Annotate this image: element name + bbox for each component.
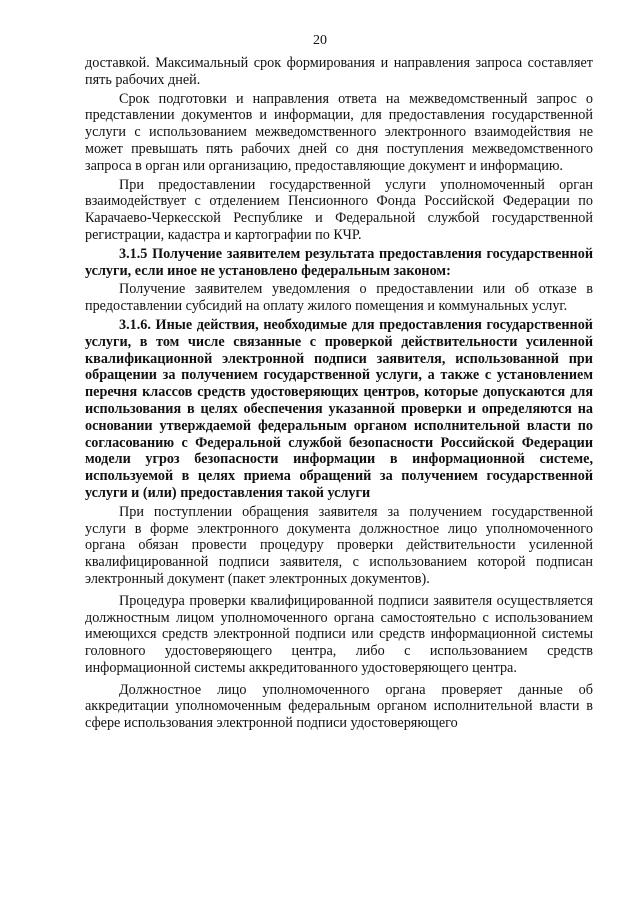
paragraph-electronic-document: При поступлении обращения заявителя за получением государственной услуги в форме электронного документа должностное лицо уполномоченного органа обязан провести процедуру проверки действительности усиленной квалифицированной подписи заявителя, с использованием которой подписан электронный документ (пакет электронных документов). (85, 503, 593, 587)
paragraph-interaction: При предоставлении государственной услуги уполномоченный орган взаимодействует с отделением Пенсионного Фонда Российской Федерации по Карачаево-Черкесской Республике и Федеральной службой государственной регистрации, кадастра и картографии по КЧР. (85, 176, 593, 243)
paragraph-continuation: доставкой. Максимальный срок формирования и направления запроса составляет пять рабочих дней. (85, 55, 593, 88)
page-number: 20 (313, 33, 327, 48)
document-body (85, 55, 593, 732)
section-heading-3-1-5: 3.1.5 Получение заявителем результата предоставления государственной услуги, если иное не установлено федеральным законом: (85, 245, 593, 279)
paragraph-response-deadline: Срок подготовки и направления ответа на межведомственный запрос о представлении документов и информации, для предоставления государственной услуги с использованием межведомственного электронного взаимодействия не может превышать пять рабочих дней со дня поступления межведомственного запроса в орган или организацию, предоставляющие документ и информацию. (85, 90, 593, 174)
paragraph-signature-procedure: Процедура проверки квалифицированной подписи заявителя осуществляется должностным лицом уполномоченного органа самостоятельно с использованием имеющихся средств электронной подписи или средств информационной системы головного удостоверяющего центра, либо с использованием средств информационной системы аккредитованного удостоверяющего центра. (85, 592, 593, 676)
paragraph-accreditation-check: Должностное лицо уполномоченного органа проверяет данные об аккредитации уполномоченным федеральным органом исполнительной власти в сфере использования электронной подписи удостоверяющего (85, 681, 593, 732)
paragraph-result-notice: Получение заявителем уведомления о предоставлении или об отказе в предоставлении субсидий на оплату жилого помещения и коммунальных услуг. (85, 281, 593, 315)
section-heading-3-1-6: 3.1.6. Иные действия, необходимые для предоставления государственной услуги, в том числе связанные с проверкой действительности усиленной квалификационной электронной подписи заявителя, использованной при обращении за получением государственной услуги, а также с установлением перечня классов средств удостоверяющих центров, которые допускаются для использования в целях обеспечения указанной проверки и определяются на основании утверждаемой федеральным органом исполнительной власти по согласованию с Федеральной службой безопасности Российской Федерации модели угроз безопасности информации в информационной системе, используемой в целях приема обращений за получением государственной услуги и (или) предоставления такой услуги (85, 316, 593, 501)
